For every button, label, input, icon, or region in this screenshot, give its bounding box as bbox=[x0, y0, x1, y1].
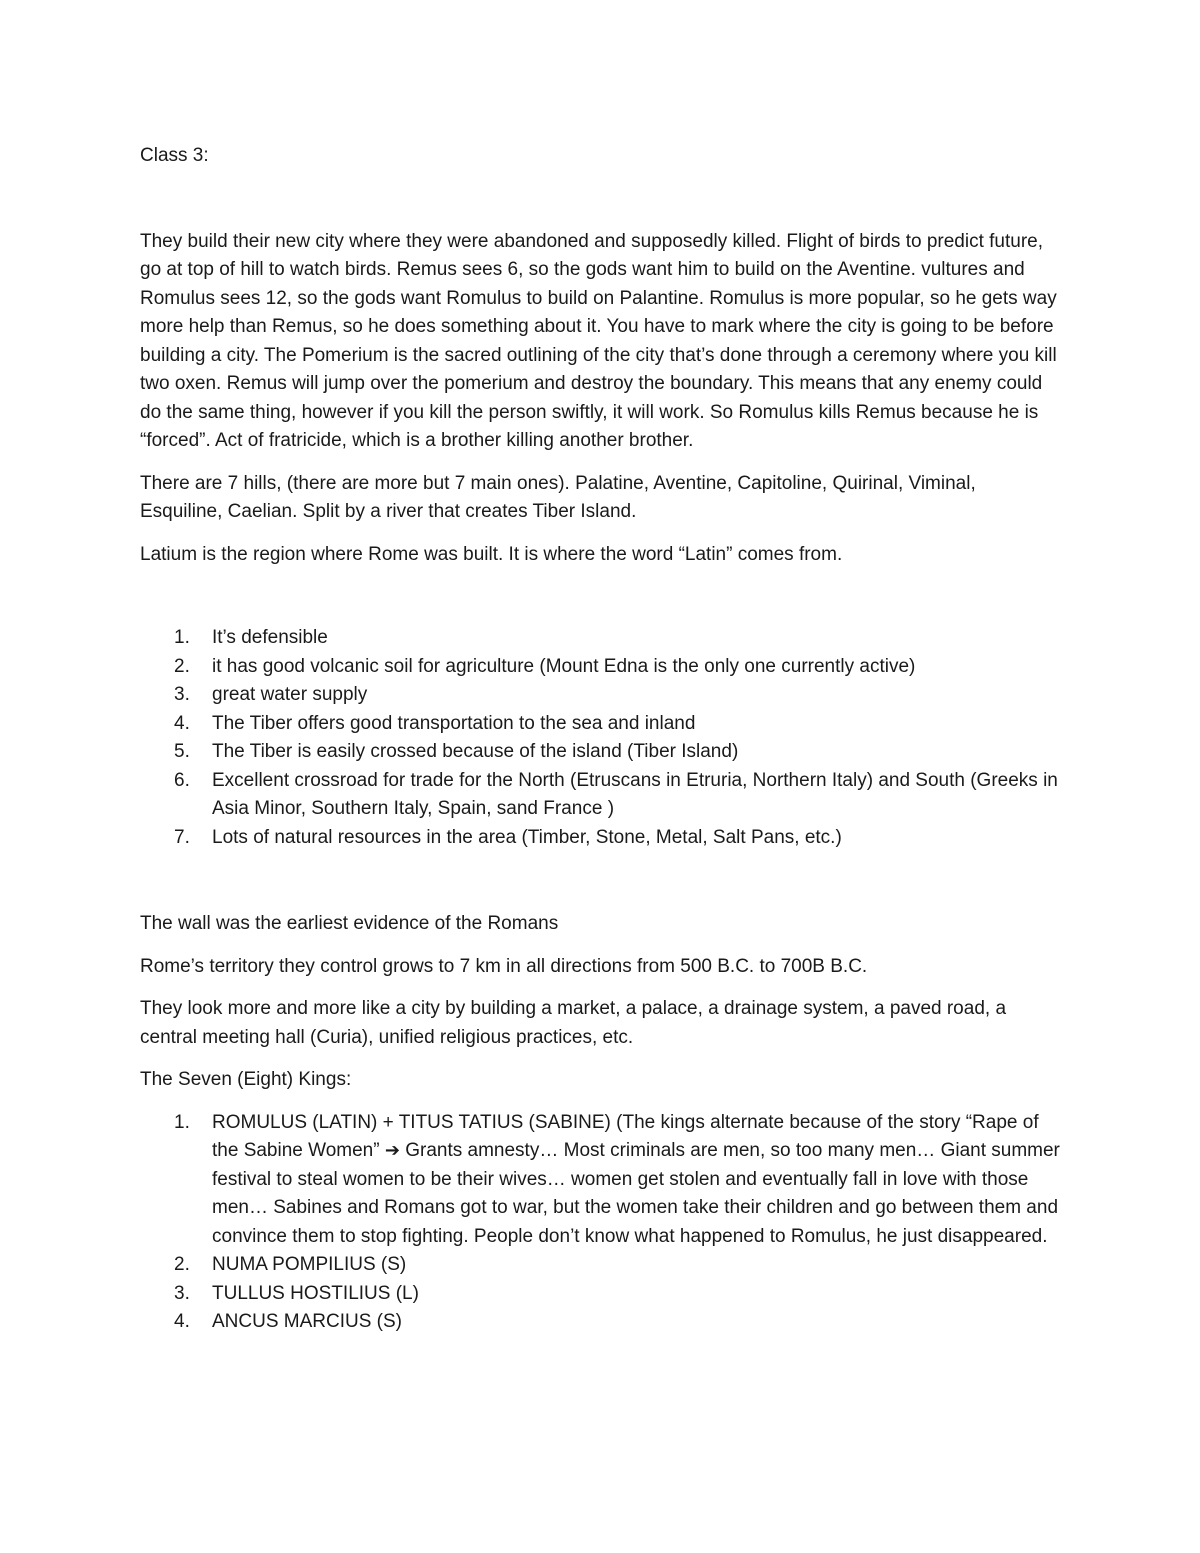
list-item bbox=[140, 1109, 1060, 1252]
territory-paragraph: Rome’s territory they control grows to 7 km in all directions from 500 B.C. to 700B B.C. bbox=[140, 955, 868, 977]
kings-heading: The Seven (Eight) Kings: bbox=[140, 1069, 352, 1090]
founding-paragraph: They build their new city where they were abandoned and supposedly killed. Flight of birds to predict future, go at top of hill to watch birds. Remus sees 6, so the gods want him to build on the Aventine. vultures and Romulus sees 12, so the gods want Romulus to build on Palantine. Romulus is more popular, so he gets way more help than Remus, so he does something about it. You have to mark where the city is going to be before building a city. The Pomerium is the sacred outlining of the city that’s done through a ceremony where you kill two oxen. Remus will jump over the pomerium and destroy the boundary. This means that any enemy could do the same thing, however if you kill the person swiftly, it will work. So Romulus kills Remus because he is “forced”. Act of fratricide, which is a brother killing another brother. bbox=[140, 230, 1057, 451]
city-paragraph: They look more and more like a city by building a market, a palace, a drainage system, a paved road, a central meeting hall (Curia), unified religious practices, etc. bbox=[140, 998, 1007, 1048]
list-item bbox=[140, 1251, 1060, 1280]
list-item bbox=[140, 710, 1060, 739]
list-text: Excellent crossroad for trade for the North (Etruscans in Etruria, Northern Italy) and South (Greeks in Asia Minor, Southern Italy, Spain, sand France ) bbox=[212, 769, 1058, 819]
list-number: 1. bbox=[174, 627, 190, 648]
list-number: 4. bbox=[174, 712, 190, 734]
kings-list bbox=[140, 1109, 1060, 1337]
list-text: Lots of natural resources in the area (Timber, Stone, Metal, Salt Pans, etc.) bbox=[212, 826, 842, 848]
list-text: great water supply bbox=[212, 684, 368, 705]
list-number: 3. bbox=[174, 684, 190, 705]
wall-paragraph: The wall was the earliest evidence of the Romans bbox=[140, 913, 559, 934]
list-text: NUMA POMPILIUS (S) bbox=[212, 1254, 407, 1275]
right-arrow-icon: ➔ bbox=[384, 1140, 400, 1161]
list-text: It’s defensible bbox=[212, 627, 328, 648]
list-number: 4. bbox=[174, 1311, 190, 1332]
list-text: it has good volcanic soil for agriculture (Mount Edna is the only one currently active) bbox=[212, 655, 916, 677]
list-text: ROMULUS (LATIN) + TITUS TATIUS (SABINE) (The kings alternate because of the story “Rape of the Sabine Women” bbox=[212, 1111, 1039, 1161]
list-number: 3. bbox=[174, 1282, 190, 1304]
list-text: Grants amnesty… Most criminals are men, so too many men… Giant summer festival to steal women to be their wives… women get stolen and eventually fall in love with those men… Sabines and Romans got to war, but the women take their children and go between them and convince them to stop fighting. People don’t know what happened to Romulus, he just disappeared. bbox=[212, 1140, 1060, 1247]
list-item bbox=[140, 681, 1060, 710]
reasons-list bbox=[140, 624, 1060, 852]
list-item bbox=[140, 1280, 1060, 1309]
list-item bbox=[140, 1308, 1060, 1337]
hills-paragraph: There are 7 hills, (there are more but 7 main ones). Palatine, Aventine, Capitoline, Quirinal, Viminal, Esquiline, Caelian. Split by a river that creates Tiber Island. bbox=[140, 472, 976, 522]
list-text: ANCUS MARCIUS (S) bbox=[212, 1311, 403, 1332]
list-number: 7. bbox=[174, 826, 190, 848]
list-item bbox=[140, 624, 1060, 653]
list-item bbox=[140, 738, 1060, 767]
latium-paragraph: Latium is the region where Rome was built. It is where the word “Latin” comes from. bbox=[140, 543, 843, 565]
list-item bbox=[140, 767, 1060, 824]
document-page bbox=[140, 142, 1060, 1337]
list-number: 6. bbox=[174, 769, 190, 791]
list-number: 2. bbox=[174, 1254, 190, 1275]
list-number: 5. bbox=[174, 741, 190, 762]
list-item bbox=[140, 824, 1060, 853]
class-title: Class 3: bbox=[140, 145, 209, 166]
list-text: TULLUS HOSTILIUS (L) bbox=[212, 1282, 419, 1304]
list-number: 1. bbox=[174, 1111, 190, 1133]
list-text: The Tiber is easily crossed because of the island (Tiber Island) bbox=[212, 741, 739, 762]
list-item bbox=[140, 653, 1060, 682]
list-text: The Tiber offers good transportation to the sea and inland bbox=[212, 712, 696, 734]
list-number: 2. bbox=[174, 655, 190, 677]
